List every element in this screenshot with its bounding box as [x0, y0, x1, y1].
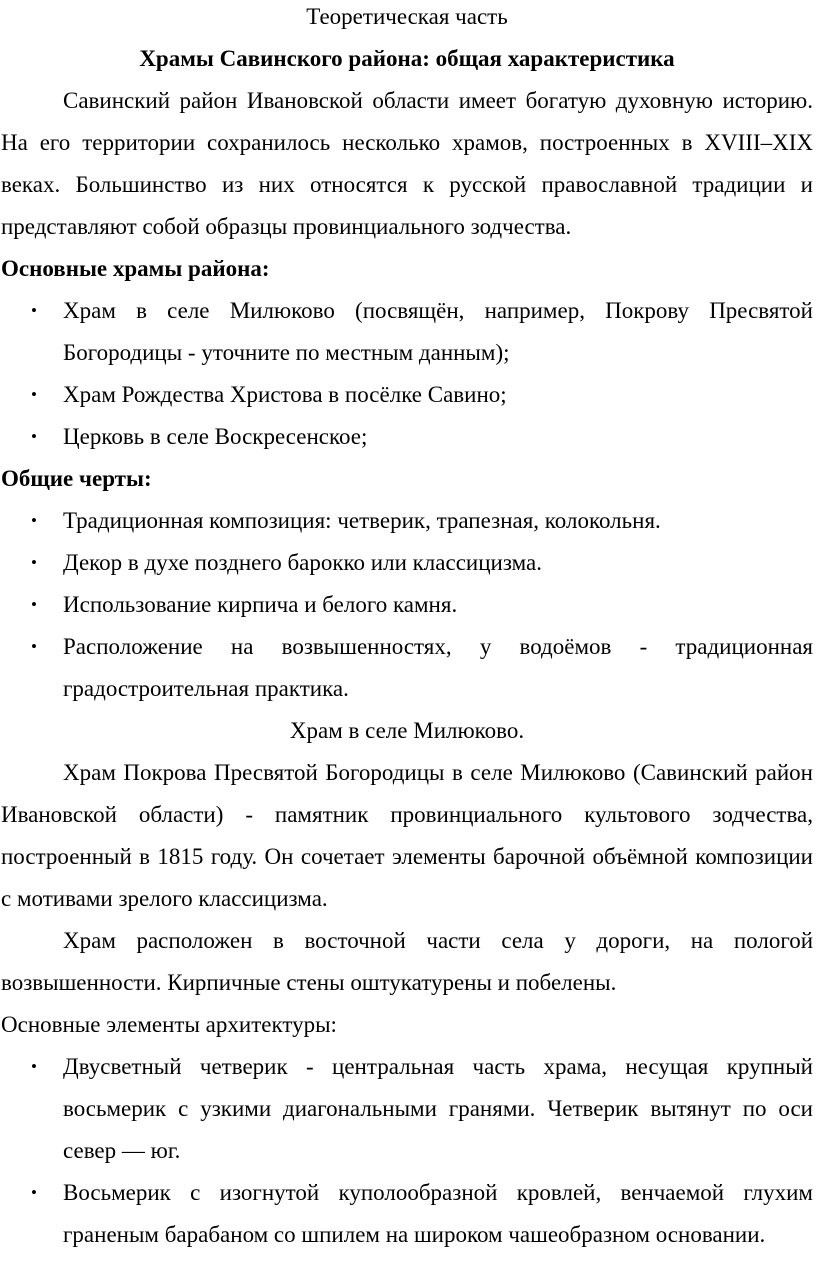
- common-features-heading: Общие черты:: [1, 466, 152, 491]
- main-heading: Храмы Савинского района: общая характеристика: [139, 46, 675, 71]
- architecture-heading: Основные элементы архитектуры:: [1, 1012, 337, 1037]
- bullet-icon: •: [31, 301, 37, 320]
- main-temples-list: [1, 290, 813, 458]
- bullet-icon: •: [31, 511, 37, 530]
- bullet-icon: •: [31, 1057, 37, 1076]
- list-item: [1, 374, 813, 416]
- list-item-text: Расположение на возвышенностях, у водоёмов - традиционная градостроительная практика.: [63, 634, 813, 701]
- bullet-icon: •: [31, 595, 37, 614]
- architecture-elements-list: [1, 1046, 813, 1256]
- list-item: [1, 584, 813, 626]
- main-temples-heading: Основные храмы района:: [1, 256, 270, 281]
- list-item: [1, 542, 813, 584]
- common-features-list: [1, 500, 813, 710]
- list-item-text: Двусветный четверик - центральная часть храма, несущая крупный восьмерик с узкими диагональными гранями. Четверик вытянут по оси север — юг.: [63, 1054, 813, 1163]
- list-item: [1, 500, 813, 542]
- bullet-icon: •: [31, 553, 37, 572]
- milyukovo-paragraph-2: Храм расположен в восточной части села у дороги, на пологой возвышенности. Кирпичные стены оштукатурены и побелены.: [1, 928, 813, 995]
- milyukovo-heading: Храм в селе Милюково.: [289, 718, 525, 743]
- list-item-text: Церковь в селе Воскресенское;: [63, 424, 368, 449]
- list-item: [1, 290, 813, 374]
- list-item-text: Использование кирпича и белого камня.: [63, 592, 458, 617]
- list-item: [1, 416, 813, 458]
- list-item: [1, 626, 813, 710]
- milyukovo-paragraph-1: Храм Покрова Пресвятой Богородицы в селе Милюково (Савинский район Ивановской области) - памятник провинциального культового зодчества, построенный в 1815 году. Он сочетает элементы барочной объёмной композиции с мотивами зрелого классицизма.: [1, 760, 813, 911]
- bullet-icon: •: [31, 637, 37, 656]
- list-item-text: Традиционная композиция: четверик, трапезная, колокольня.: [63, 508, 661, 533]
- list-item-text: Храм Рождества Христова в посёлке Савино;: [63, 382, 507, 407]
- bullet-icon: •: [31, 1183, 37, 1202]
- bullet-icon: •: [31, 385, 37, 404]
- list-item: [1, 1046, 813, 1172]
- list-item-text: Восьмерик с изогнутой куполообразной кровлей, венчаемой глухим граненым барабаном со шпилем на широком чашеобразном основании.: [63, 1180, 813, 1247]
- section-title: Теоретическая часть: [306, 4, 508, 29]
- list-item-text: Храм в селе Милюково (посвящён, например, Покрову Пресвятой Богородицы - уточните по местным данным);: [63, 298, 813, 365]
- intro-paragraph: Савинский район Ивановской области имеет богатую духовную историю. На его территории сохранилось несколько храмов, построенных в XVIII–XIX веках. Большинство из них относятся к русской православной традиции и представляют собой образцы провинциального зодчества.: [1, 88, 813, 239]
- bullet-icon: •: [31, 427, 37, 446]
- list-item-text: Декор в духе позднего барокко или классицизма.: [63, 550, 542, 575]
- list-item: [1, 1172, 813, 1256]
